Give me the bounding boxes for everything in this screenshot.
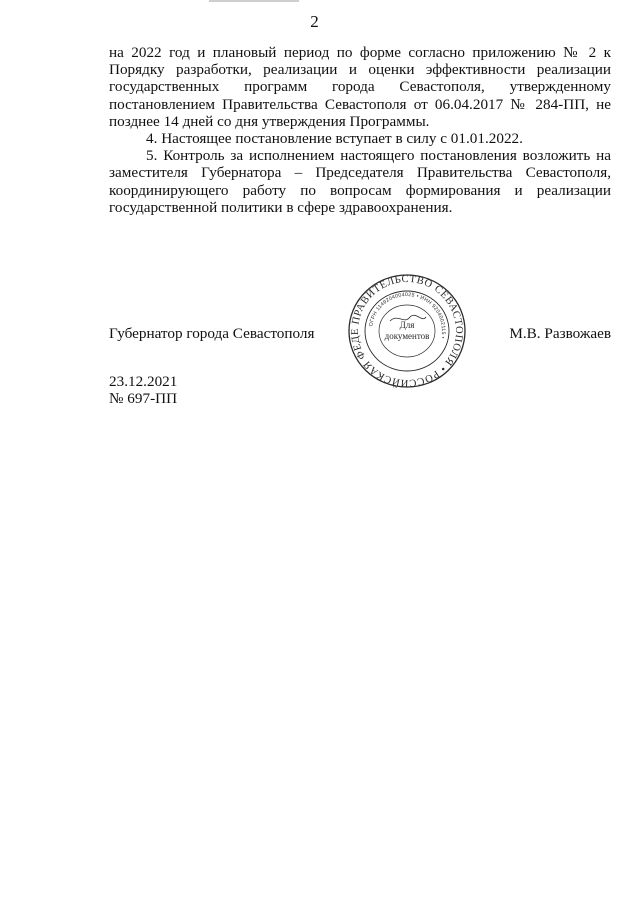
seal-center-line-1: Для [399, 320, 415, 330]
signer-name: М.В. Развожаев [509, 325, 611, 342]
seal-graphic [346, 273, 468, 389]
document-date: 23.12.2021 [109, 373, 178, 390]
page-number: 2 [310, 12, 319, 31]
signer-position: Губернатор города Севастополя [109, 325, 315, 342]
document-body [109, 44, 611, 216]
paragraph-item-4: 4. Настоящее постановление вступает в силу с 01.01.2022. [146, 130, 523, 148]
paragraph-continuation: на 2022 год и плановый период по форме согласно приложению № 2 к Порядку разработки, реализации и оценки эффективности реализации государственных программ города Севастополя, утвержденному постановлением Правительства Севастополя от 06.04.2017 № 284-ПП, не позднее 14 дней со дня утверждения Программы. [109, 44, 611, 130]
scan-edge-mark [209, 0, 299, 2]
seal-outer-text: ПРАВИТЕЛЬСТВО СЕВАСТОПОЛЯ • РОССИЙСКАЯ ФЕДЕ [349, 273, 465, 389]
seal-center-line-2: документов [384, 331, 430, 341]
document-meta [109, 373, 177, 407]
official-seal [346, 273, 468, 389]
paragraph-item-5: 5. Контроль за исполнением настоящего постановления возложить на заместителя Губернатора – Председателя Правительства Севастополя, координирующего работу по вопросам формирования и реализации государственной политики в сфере здравоохранения. [109, 147, 611, 216]
document-number: № 697-ПП [109, 390, 178, 407]
seal-inner-text: ОГРН 1149204004025 • ИНН 9204002115 • [368, 291, 447, 340]
